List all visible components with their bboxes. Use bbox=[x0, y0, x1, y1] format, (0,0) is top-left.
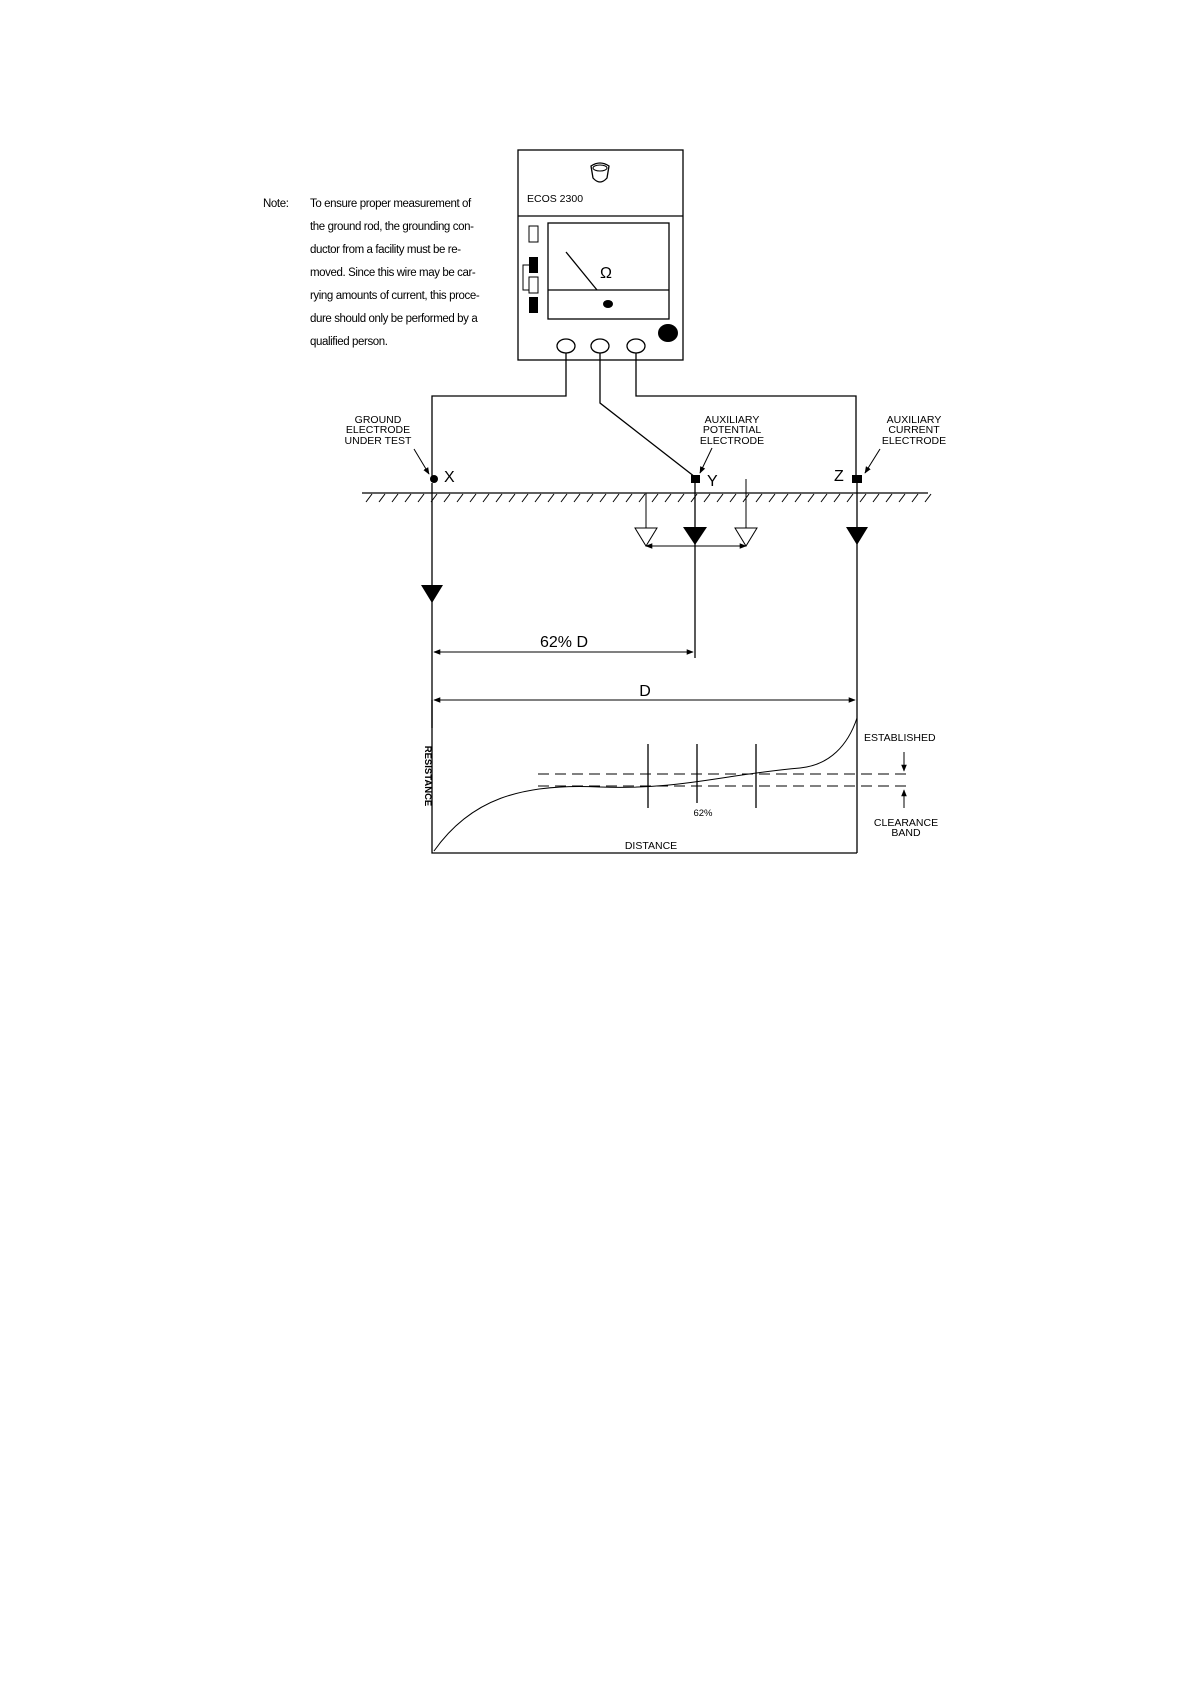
hatch-mark bbox=[418, 494, 424, 502]
svg-text:CURRENT: CURRENT bbox=[888, 424, 940, 436]
resistance-graph bbox=[422, 700, 938, 853]
hatch-mark bbox=[860, 494, 866, 502]
ground-hatching bbox=[366, 494, 931, 502]
arrow-icon bbox=[865, 449, 880, 473]
hatch-mark bbox=[821, 494, 827, 502]
hatch-mark bbox=[496, 494, 502, 502]
knob-icon bbox=[658, 324, 678, 342]
terminal-z-icon bbox=[627, 339, 645, 353]
hatch-mark bbox=[717, 494, 723, 502]
switch-icon bbox=[529, 226, 538, 242]
hatch-mark bbox=[392, 494, 398, 502]
clearance-label: BAND bbox=[891, 827, 921, 839]
arrow-icon bbox=[700, 448, 712, 473]
electrode-label-ground bbox=[345, 414, 429, 474]
display-dot-icon bbox=[603, 300, 613, 308]
hatch-mark bbox=[509, 494, 515, 502]
hatch-mark bbox=[561, 494, 567, 502]
hatch-mark bbox=[548, 494, 554, 502]
hatch-mark bbox=[873, 494, 879, 502]
hatch-mark bbox=[639, 494, 645, 502]
electrode-y-letter: Y bbox=[707, 473, 718, 490]
hatch-mark bbox=[379, 494, 385, 502]
clearance-label: CLEARANCE bbox=[873, 817, 939, 829]
hatch-mark bbox=[691, 494, 697, 502]
note-line: To ensure proper measurement of bbox=[310, 198, 471, 210]
hatch-mark bbox=[704, 494, 710, 502]
rod-x-tip-icon bbox=[421, 585, 443, 603]
tester-instrument bbox=[518, 150, 683, 360]
lead-wires bbox=[432, 353, 856, 477]
hatch-mark bbox=[665, 494, 671, 502]
hatch-mark bbox=[652, 494, 658, 502]
alt-probe-right-icon bbox=[735, 528, 757, 546]
switch-icon bbox=[529, 297, 538, 313]
electrode-z-marker bbox=[852, 475, 862, 483]
note-line: moved. Since this wire may be car- bbox=[310, 267, 476, 279]
hatch-mark bbox=[886, 494, 892, 502]
svg-text:ELECTRODE: ELECTRODE bbox=[881, 435, 947, 447]
svg-text:POTENTIAL: POTENTIAL bbox=[702, 424, 762, 436]
hatch-mark bbox=[457, 494, 463, 502]
terminal-y-icon bbox=[591, 339, 609, 353]
svg-text:GROUND: GROUND bbox=[354, 414, 402, 426]
marker-62pct-label: 62% bbox=[693, 808, 713, 819]
note-line: rying amounts of current, this proce- bbox=[310, 290, 480, 302]
terminal-x-icon bbox=[557, 339, 575, 353]
hatch-mark bbox=[626, 494, 632, 502]
alt-probe-left-icon bbox=[635, 528, 657, 546]
hatch-mark bbox=[730, 494, 736, 502]
hatch-mark bbox=[925, 494, 931, 502]
switch-icon bbox=[529, 257, 538, 273]
meter-needle bbox=[566, 252, 597, 290]
svg-text:UNDER TEST: UNDER TEST bbox=[344, 435, 412, 447]
tester-model: ECOS 2300 bbox=[527, 193, 584, 205]
switch-icon bbox=[529, 277, 538, 293]
hatch-mark bbox=[678, 494, 684, 502]
graph-ylabel: RESISTANCE bbox=[422, 745, 433, 807]
hatch-mark bbox=[444, 494, 450, 502]
graph-axes bbox=[432, 700, 857, 853]
electrode-z-letter: Z bbox=[834, 468, 844, 485]
wire-y bbox=[600, 353, 695, 477]
graph-xlabel: DISTANCE bbox=[624, 840, 678, 852]
hatch-mark bbox=[834, 494, 840, 502]
ohm-symbol: Ω bbox=[600, 265, 612, 282]
electrode-rods bbox=[421, 479, 868, 853]
dimension-full-label: D bbox=[639, 683, 651, 700]
svg-text:ELECTRODE: ELECTRODE bbox=[345, 424, 411, 436]
rod-y-tip-icon bbox=[683, 527, 707, 545]
hatch-mark bbox=[912, 494, 918, 502]
note-line: qualified person. bbox=[310, 336, 388, 348]
rod-z-tip-icon bbox=[846, 527, 868, 545]
hatch-mark bbox=[808, 494, 814, 502]
electrode-x-letter: X bbox=[444, 469, 455, 486]
hatch-mark bbox=[405, 494, 411, 502]
electrode-x-marker bbox=[430, 475, 438, 483]
note-label: Note: bbox=[263, 198, 289, 210]
hatch-mark bbox=[795, 494, 801, 502]
hatch-mark bbox=[535, 494, 541, 502]
svg-text:AUXILIARY: AUXILIARY bbox=[886, 414, 942, 426]
resistance-curve bbox=[434, 718, 857, 851]
wire-x bbox=[432, 353, 566, 476]
hatch-mark bbox=[366, 494, 372, 502]
hatch-mark bbox=[899, 494, 905, 502]
hatch-mark bbox=[483, 494, 489, 502]
hatch-mark bbox=[782, 494, 788, 502]
arrow-icon bbox=[414, 449, 429, 474]
dimension-full bbox=[434, 683, 855, 700]
dimension-62pct bbox=[434, 634, 693, 652]
hatch-mark bbox=[756, 494, 762, 502]
hatch-mark bbox=[587, 494, 593, 502]
note-line: dure should only be performed by a bbox=[310, 313, 478, 325]
electrode-label-potential bbox=[700, 414, 764, 473]
note-block bbox=[263, 198, 480, 348]
hatch-mark bbox=[769, 494, 775, 502]
hatch-mark bbox=[613, 494, 619, 502]
hatch-mark bbox=[470, 494, 476, 502]
hatch-mark bbox=[522, 494, 528, 502]
hatch-mark bbox=[574, 494, 580, 502]
hatch-mark bbox=[600, 494, 606, 502]
note-line: the ground rod, the grounding con- bbox=[310, 221, 474, 233]
dimension-62pct-label: 62% D bbox=[539, 634, 589, 651]
electrode-label-current bbox=[865, 414, 946, 473]
svg-text:ELECTRODE: ELECTRODE bbox=[699, 435, 765, 447]
electrode-y-marker bbox=[691, 475, 700, 483]
hatch-mark bbox=[847, 494, 853, 502]
note-line: ductor from a facility must be re- bbox=[310, 244, 461, 256]
svg-text:AUXILIARY: AUXILIARY bbox=[704, 414, 760, 426]
handle-icon bbox=[591, 163, 609, 182]
established-label: ESTABLISHED bbox=[864, 732, 936, 744]
